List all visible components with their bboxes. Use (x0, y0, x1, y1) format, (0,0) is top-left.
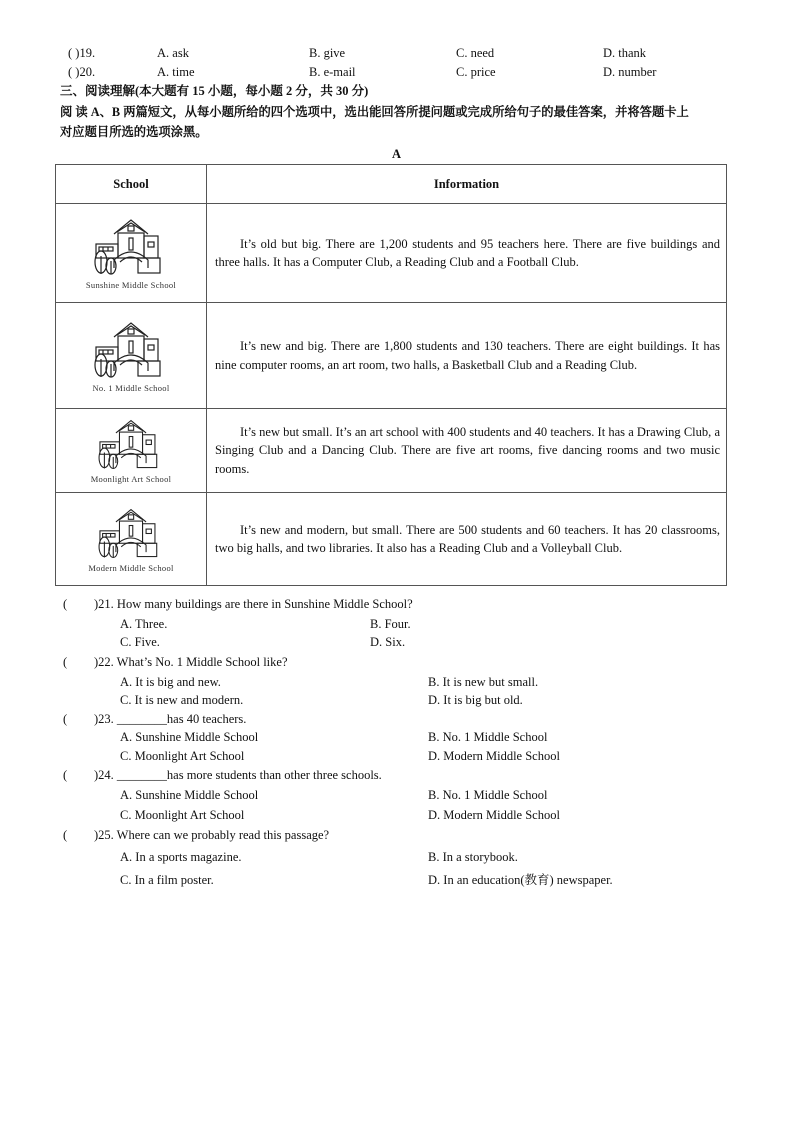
passage-label: A (392, 147, 402, 161)
option: C. price (456, 65, 496, 79)
school-picture-cell (56, 204, 207, 303)
school-caption: Moonlight Art School (90, 474, 172, 484)
info-cell (207, 409, 727, 493)
answer-paren: ( (63, 597, 68, 611)
option: D. It is big but old. (428, 693, 523, 707)
section-heading: 三、阅读理解(本大题有 15 小题，每小题 2 分，共 30 分) (60, 84, 369, 98)
option: B. No. 1 Middle School (428, 788, 548, 802)
option: A. In a sports magazine. (120, 850, 242, 864)
answer-paren: ( (63, 655, 68, 669)
option: A. Sunshine Middle School (120, 788, 259, 802)
table-header-row (56, 165, 727, 204)
table-row (56, 409, 727, 493)
option: C. need (456, 46, 495, 60)
question-stem: )24. ________has more students than other three schools. (94, 768, 382, 782)
option: D. Modern Middle School (428, 749, 560, 763)
instruction-line: 对应题目所选的选项涂黑。 (60, 125, 208, 139)
option: B. In a storybook. (428, 850, 518, 864)
option: D. In an education(教育) newspaper. (428, 873, 613, 887)
option: C. In a film poster. (120, 873, 214, 887)
table-row (56, 493, 727, 586)
school-caption: Modern Middle School (88, 562, 174, 573)
info-cell (207, 204, 727, 303)
schools-table (55, 164, 727, 586)
option: C. It is new and modern. (120, 693, 244, 707)
option: D. Modern Middle School (428, 808, 560, 822)
answer-paren: ( (63, 712, 68, 726)
option: C. Moonlight Art School (120, 749, 245, 763)
table-row (56, 303, 727, 409)
school-picture-cell (56, 303, 207, 409)
option: C. Five. (120, 635, 160, 649)
header-information: Information (207, 165, 727, 204)
school-caption: Sunshine Middle School (85, 280, 177, 290)
option: D. number (603, 65, 657, 79)
question-stem: )21. How many buildings are there in Sunshine Middle School? (94, 597, 413, 611)
answer-paren: ( (63, 828, 68, 842)
option: A. Sunshine Middle School (120, 730, 259, 744)
school-building-icon (86, 216, 176, 278)
school-building-icon (86, 319, 176, 381)
option: A. time (157, 65, 195, 79)
question-number: ( )19. (68, 46, 96, 60)
option: B. It is new but small. (428, 675, 539, 689)
instruction-line: 阅 读 A、B 两篇短文，从每小题所给的四个选项中，选出能回答所提问题或完成所给句子的最佳答案，并将答题卡上 (60, 105, 689, 119)
school-info: It’s new but small. It’s an art school with 400 students and 40 teachers. It has a Drawing Club, a Singing Club and a Dancing Club. There are five art rooms, five dancing rooms and two music rooms. (215, 424, 720, 476)
info-cell (207, 493, 727, 586)
question-stem: )22. What’s No. 1 Middle School like? (94, 655, 288, 669)
school-info: It’s new and big. There are 1,800 students and 130 teachers. There are eight buildings. It has nine computer rooms, an art room, two halls, a Basketball Club and a Reading Club. (215, 339, 720, 372)
option: B. Four. (370, 617, 411, 631)
question-number: ( )20. (68, 65, 96, 79)
question-stem: )23. ________has 40 teachers. (94, 712, 247, 726)
school-building-icon (91, 506, 171, 561)
school-info: It’s old but big. There are 1,200 students and 95 teachers here. There are five buildings and three halls. It has a Computer Club, a Reading Club and a Football Club. (215, 236, 720, 269)
option: B. No. 1 Middle School (428, 730, 548, 744)
school-picture-cell (56, 493, 207, 586)
answer-paren: ( (63, 768, 68, 782)
school-picture-cell (56, 409, 207, 493)
header-school: School (56, 165, 207, 204)
option: A. It is big and new. (120, 675, 221, 689)
option: C. Moonlight Art School (120, 808, 245, 822)
option: B. give (309, 46, 346, 60)
school-info: It’s new and modern, but small. There are 500 students and 60 teachers. It has 20 classrooms, two big halls, and two libraries. It also has a Reading Club and a Volleyball Club. (215, 522, 720, 555)
info-cell (207, 303, 727, 409)
question-stem: )25. Where can we probably read this passage? (94, 828, 330, 842)
school-building-icon (91, 417, 171, 472)
option: B. e-mail (309, 65, 356, 79)
option: A. ask (157, 46, 189, 60)
option: D. Six. (370, 635, 406, 649)
option: D. thank (603, 46, 647, 60)
school-caption: No. 1 Middle School (92, 382, 170, 393)
option: A. Three. (120, 617, 168, 631)
table-row (56, 204, 727, 303)
